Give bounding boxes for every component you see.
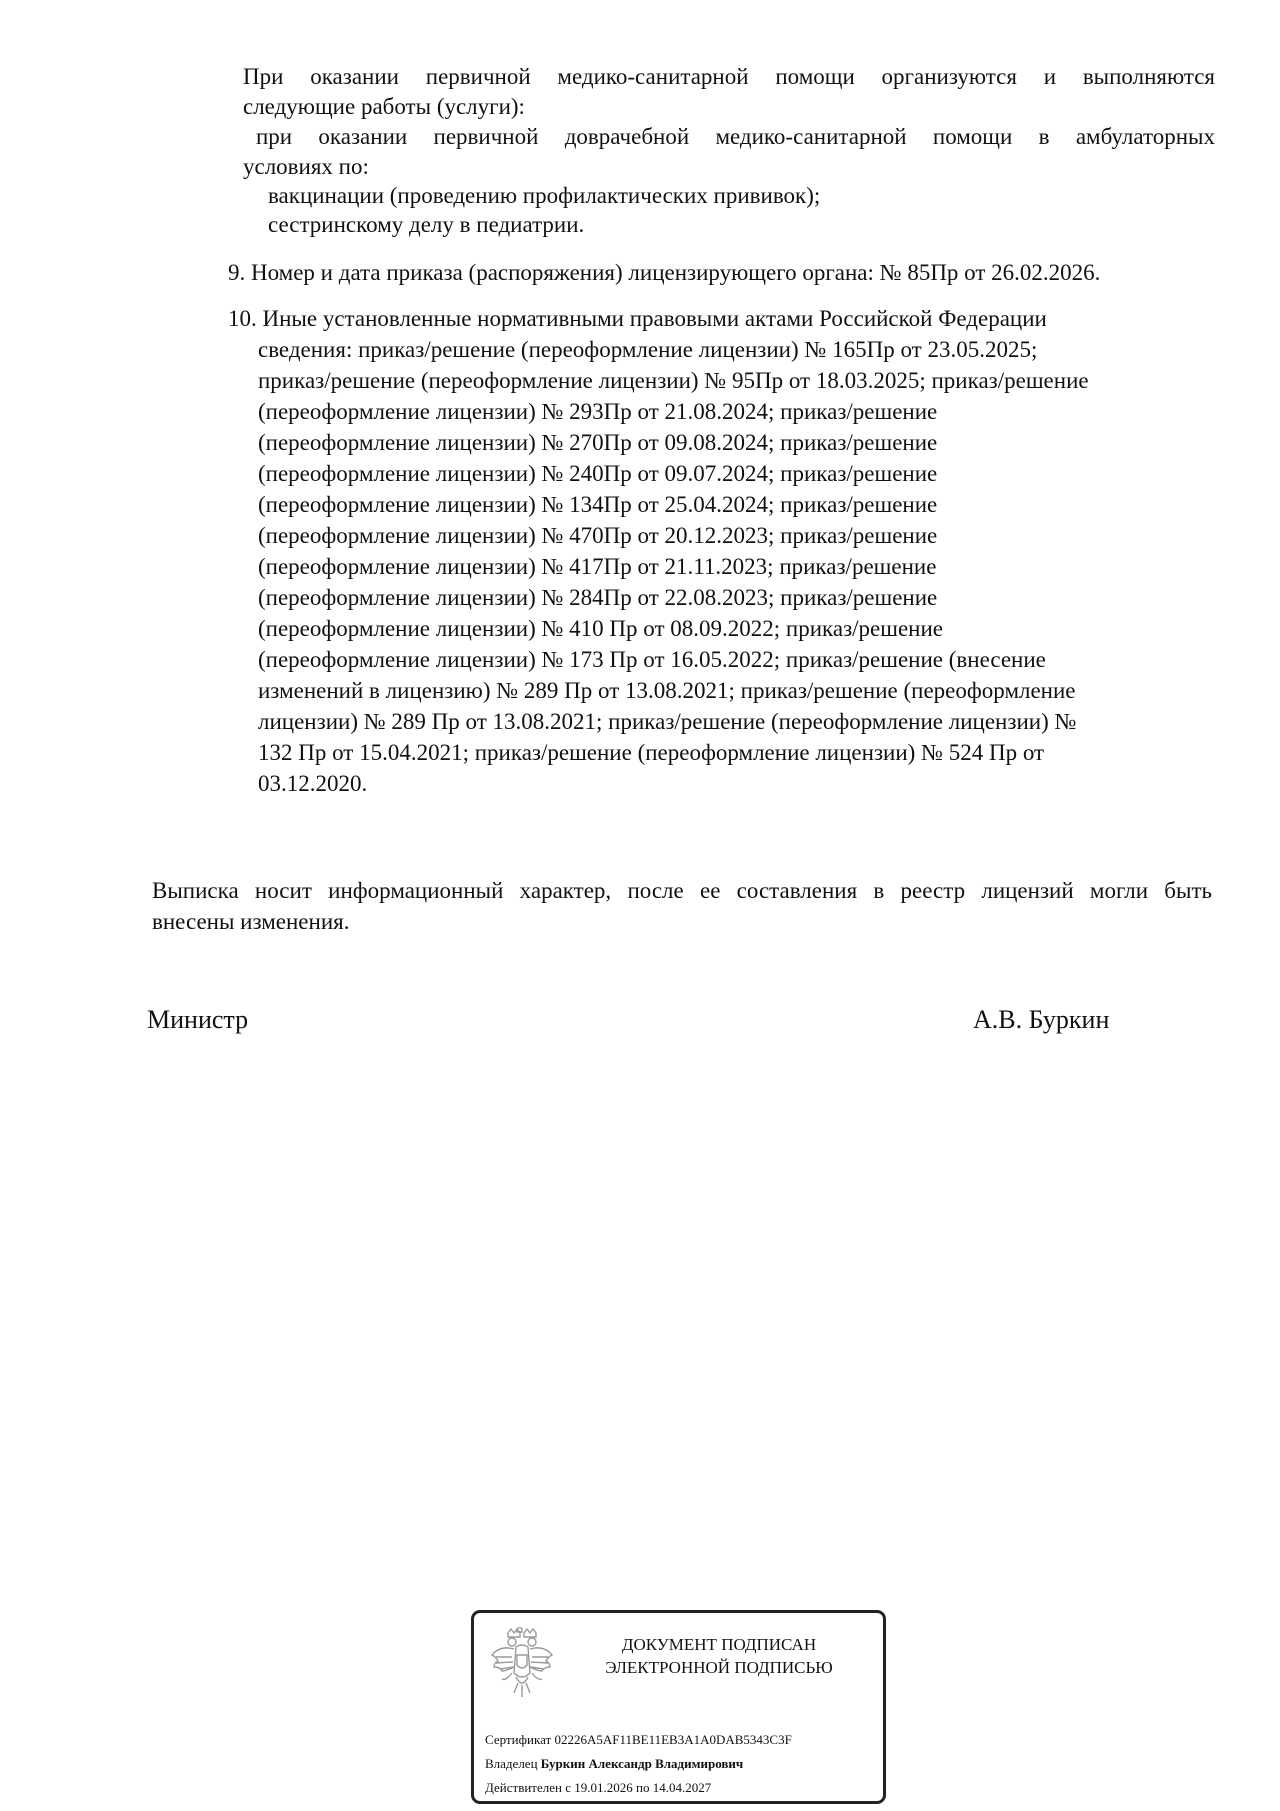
intro-line: следующие работы (услуги): bbox=[243, 94, 525, 119]
item-10-line: (переоформление лицензии) № 410 Пр от 08.09.2022; приказ/решение bbox=[258, 616, 944, 641]
signatory-name: А.В. Буркин bbox=[973, 1005, 1110, 1034]
stamp-owner bbox=[485, 1755, 743, 1773]
stamp-certificate-value: 02226A5AF11BE11EB3A1A0DAB5343C3F bbox=[554, 1732, 792, 1747]
item-10-line: сведения: приказ/решение (переоформление лицензии) № 165Пр от 23.05.2025; bbox=[258, 337, 1038, 362]
item-10-line: (переоформление лицензии) № 470Пр от 20.12.2023; приказ/решение bbox=[258, 523, 938, 548]
item-10-line: (переоформление лицензии) № 284Пр от 22.08.2023; приказ/решение bbox=[258, 585, 938, 610]
service-item: сестринскому делу в педиатрии. bbox=[268, 212, 585, 237]
stamp-owner-value: Буркин Александр Владимирович bbox=[540, 1756, 744, 1771]
item-9-order-number: 9. Номер и дата приказа (распоряжения) лицензирующего органа: № 85Пр от 26.02.2026. bbox=[228, 260, 1101, 285]
item-10-line: лицензии) № 289 Пр от 13.08.2021; приказ/решение (переоформление лицензии) № bbox=[258, 709, 1077, 734]
item-10-line: (переоформление лицензии) № 417Пр от 21.11.2023; приказ/решение bbox=[258, 554, 937, 579]
item-10-line: (переоформление лицензии) № 240Пр от 09.07.2024; приказ/решение bbox=[258, 461, 938, 486]
intro-line: При оказании первичной медико-санитарной помощи организуются и выполняются bbox=[243, 64, 1215, 89]
coat-of-arms-icon bbox=[486, 1627, 558, 1705]
stamp-title-line: ДОКУМЕНТ ПОДПИСАН bbox=[621, 1635, 817, 1654]
item-10-line: приказ/решение (переоформление лицензии) № 95Пр от 18.03.2025; приказ/решение bbox=[258, 368, 1089, 393]
intro-line: при оказании первичной доврачебной медико-санитарной помощи в амбулаторных bbox=[256, 124, 1215, 149]
stamp-owner-label: Владелец bbox=[485, 1756, 538, 1771]
notice-line: внесены изменения. bbox=[152, 909, 350, 934]
intro-line: условиях по: bbox=[243, 154, 369, 179]
item-10-line: (переоформление лицензии) № 173 Пр от 16.05.2022; приказ/решение (внесение bbox=[258, 647, 1046, 672]
stamp-certificate-label: Сертификат bbox=[485, 1732, 552, 1747]
stamp-certificate bbox=[485, 1731, 792, 1749]
item-10-line: изменений в лицензию) № 289 Пр от 13.08.2021; приказ/решение (переоформление bbox=[258, 678, 1076, 703]
stamp-title-line: ЭЛЕКТРОННОЙ ПОДПИСЬЮ bbox=[605, 1658, 833, 1677]
item-10-line: (переоформление лицензии) № 293Пр от 21.08.2024; приказ/решение bbox=[258, 399, 938, 424]
electronic-signature-stamp bbox=[471, 1610, 886, 1804]
signatory-title: Министр bbox=[147, 1005, 249, 1034]
item-10-line: (переоформление лицензии) № 270Пр от 09.08.2024; приказ/решение bbox=[258, 430, 938, 455]
stamp-validity: Действителен с 19.01.2026 по 14.04.2027 bbox=[485, 1780, 712, 1795]
service-item: вакцинации (проведению профилактических прививок); bbox=[268, 183, 821, 208]
stamp-title bbox=[569, 1633, 869, 1679]
item-10-line: 03.12.2020. bbox=[258, 771, 368, 796]
item-10-line: (переоформление лицензии) № 134Пр от 25.04.2024; приказ/решение bbox=[258, 492, 938, 517]
notice-line: Выписка носит информационный характер, после ее составления в реестр лицензий могли быть bbox=[152, 878, 1212, 903]
item-10-line: 132 Пр от 15.04.2021; приказ/решение (переоформление лицензии) № 524 Пр от bbox=[258, 740, 1045, 765]
item-10-heading: 10. Иные установленные нормативными правовыми актами Российской Федерации bbox=[228, 306, 1047, 331]
